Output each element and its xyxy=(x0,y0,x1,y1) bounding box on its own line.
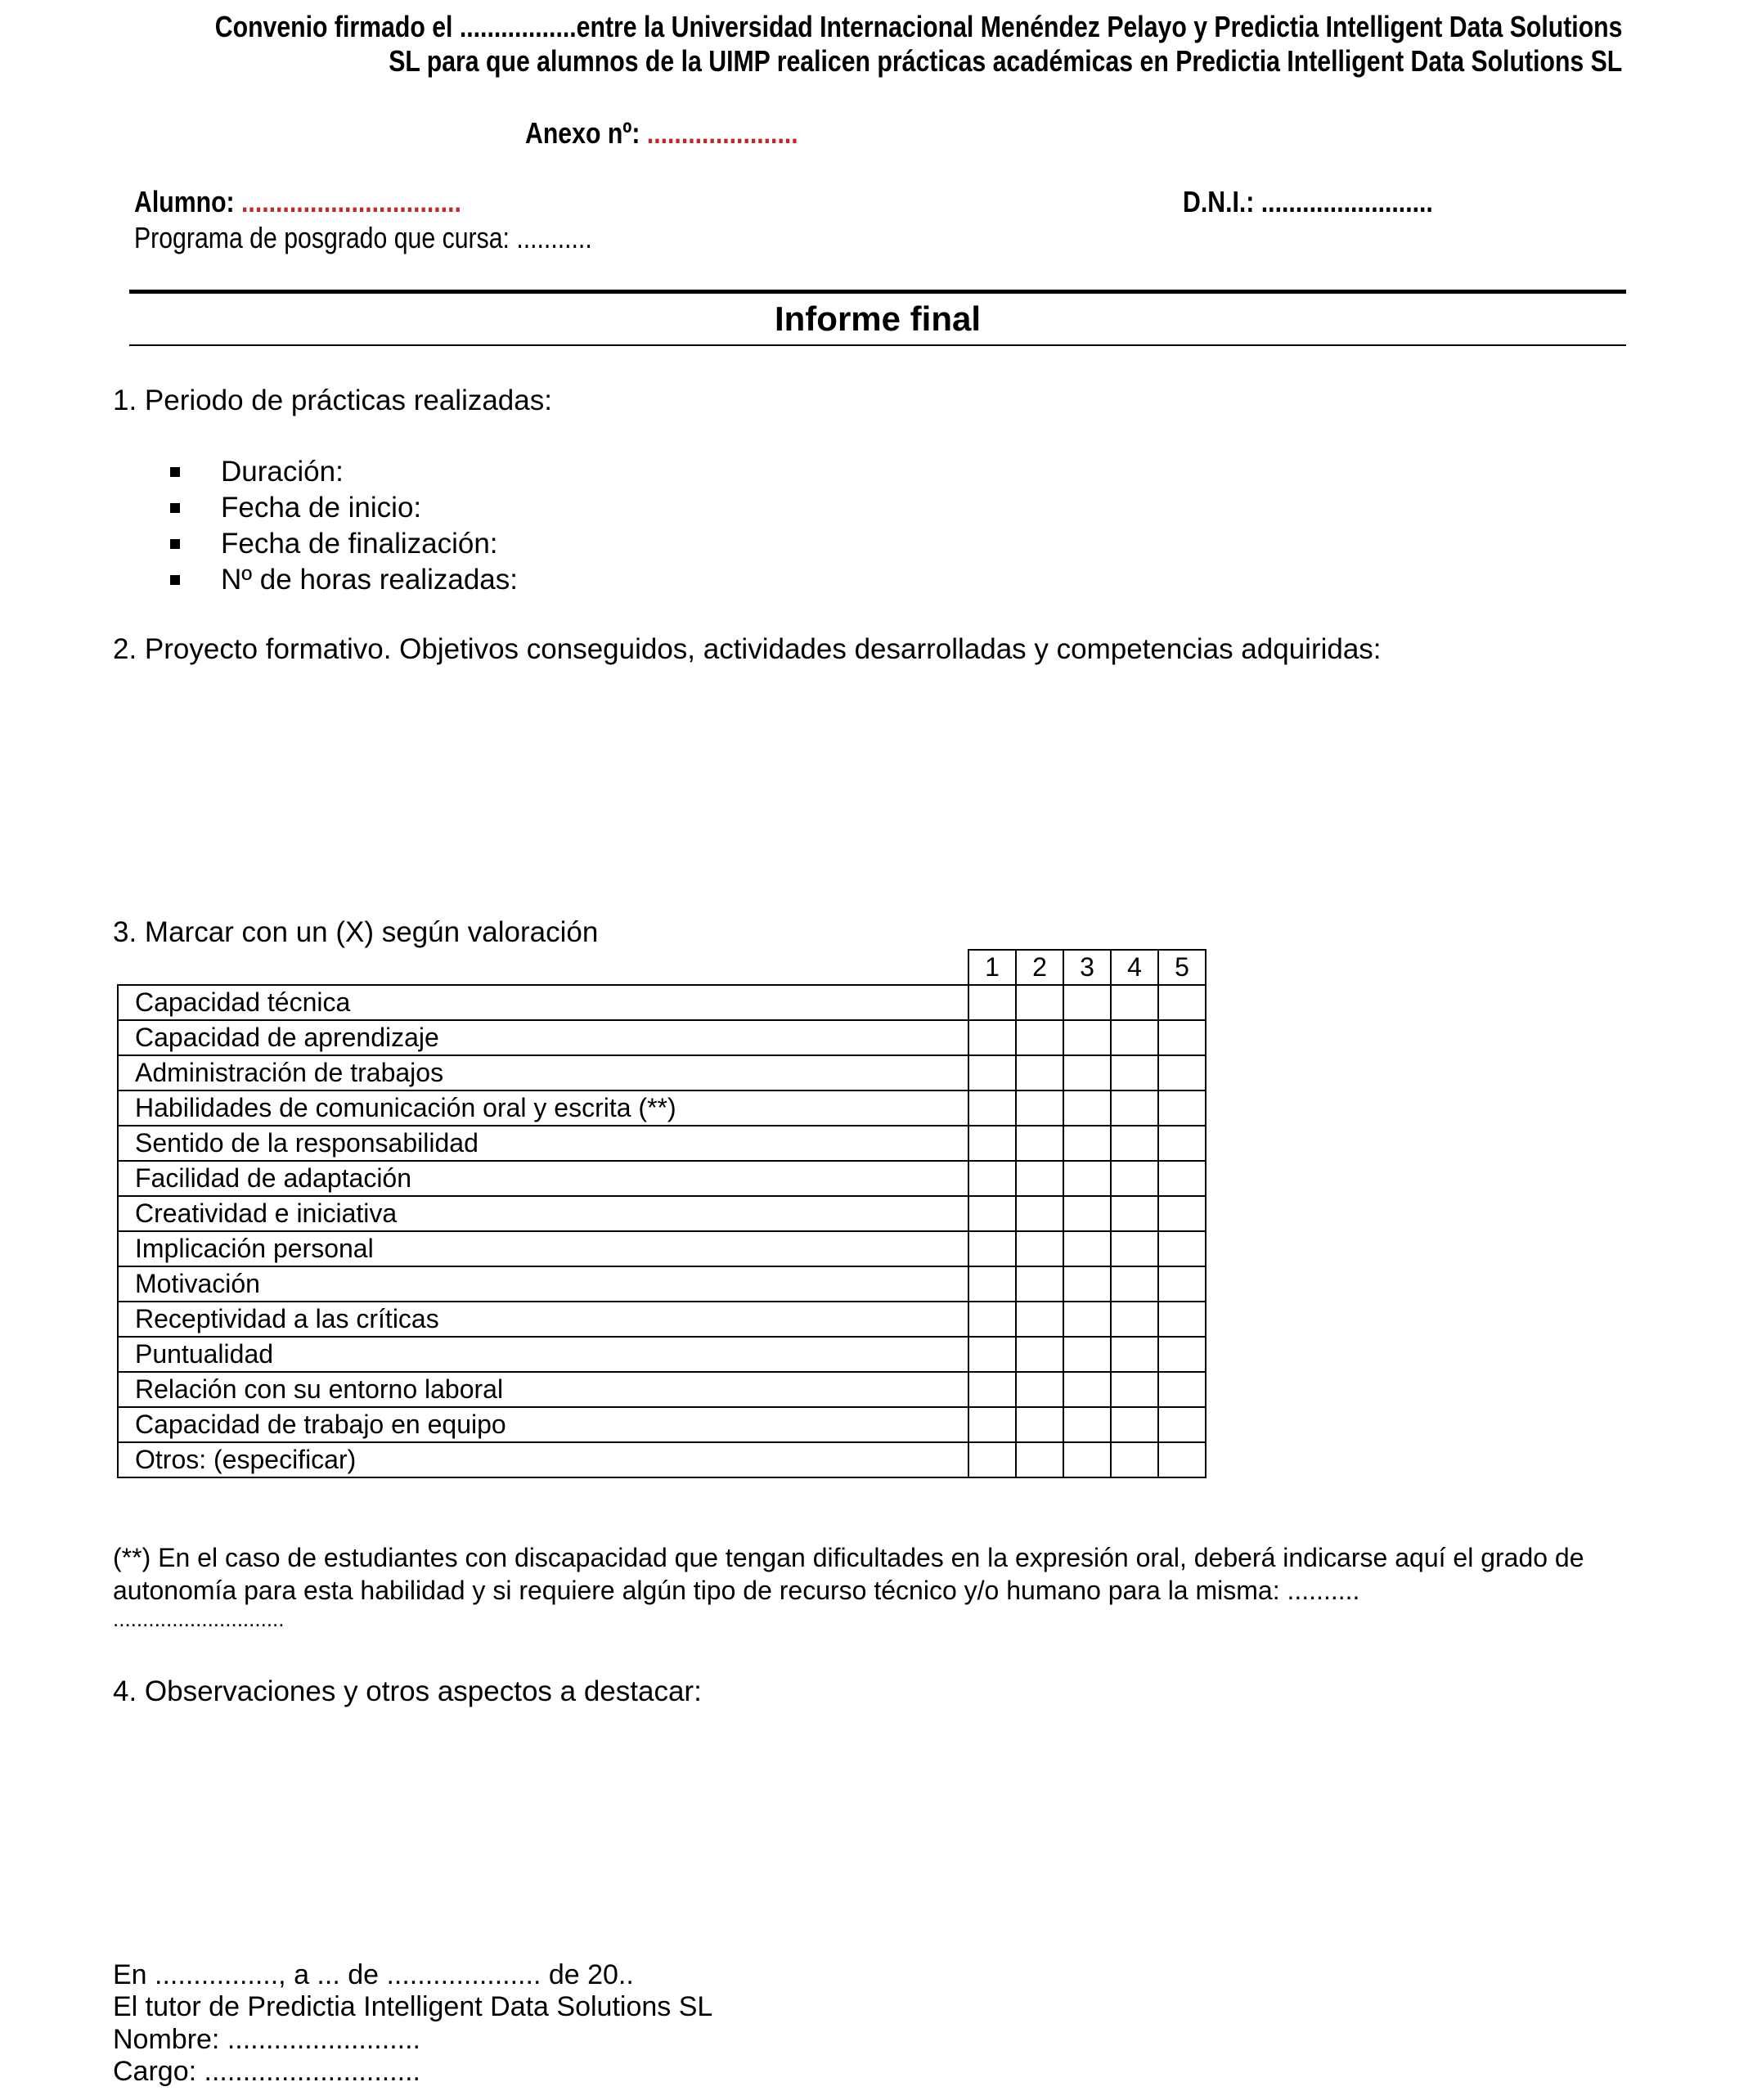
period-item-label: Nº de horas realizadas: xyxy=(221,564,518,596)
tutor-line: El tutor de Predictia Intelligent Data Solutions SL xyxy=(113,1991,713,2022)
table-row xyxy=(118,1090,1206,1126)
rating-checkbox-4[interactable] xyxy=(1111,1442,1158,1477)
rating-checkbox-1[interactable] xyxy=(968,1407,1016,1442)
rating-checkbox-3[interactable] xyxy=(1063,1055,1111,1090)
period-list xyxy=(170,454,518,598)
rating-checkbox-3[interactable] xyxy=(1063,1407,1111,1442)
rating-checkbox-4[interactable] xyxy=(1111,1055,1158,1090)
rating-checkbox-1[interactable] xyxy=(968,1020,1016,1055)
criterion-label: Creatividad e iniciativa xyxy=(118,1196,968,1231)
square-bullet-icon xyxy=(170,539,180,549)
rating-checkbox-5[interactable] xyxy=(1158,1020,1206,1055)
agreement-header-line-1: Convenio firmado el .................entre la Universidad Internacional Menéndez Pelayo y Predictia Intelligent Data Solutions xyxy=(214,10,1622,43)
agreement-header-line-2: SL para que alumnos de la UIMP realicen prácticas académicas en Predictia Intelligent Data Solutions SL xyxy=(388,44,1622,78)
rating-checkbox-2[interactable] xyxy=(1016,1126,1063,1161)
rating-checkbox-5[interactable] xyxy=(1158,1231,1206,1266)
rating-checkbox-3[interactable] xyxy=(1063,1266,1111,1302)
rating-checkbox-3[interactable] xyxy=(1063,1196,1111,1231)
criterion-label: Capacidad de trabajo en equipo xyxy=(118,1407,968,1442)
rating-checkbox-4[interactable] xyxy=(1111,1090,1158,1126)
rating-checkbox-3[interactable] xyxy=(1063,1442,1111,1477)
alumno-label: Alumno: xyxy=(134,185,235,218)
criterion-label: Administración de trabajos xyxy=(118,1055,968,1090)
list-item xyxy=(170,490,518,526)
rating-checkbox-2[interactable] xyxy=(1016,985,1063,1020)
rating-checkbox-5[interactable] xyxy=(1158,1302,1206,1337)
section-2-heading: 2. Proyecto formativo. Objetivos conseguidos, actividades desarrolladas y competencias adquiridas: xyxy=(113,633,1382,665)
rating-checkbox-5[interactable] xyxy=(1158,1407,1206,1442)
rating-checkbox-3[interactable] xyxy=(1063,1337,1111,1372)
dni-value[interactable]: ......................... xyxy=(1260,185,1433,218)
rating-scale-header xyxy=(118,950,1206,985)
rating-checkbox-5[interactable] xyxy=(1158,985,1206,1020)
rating-checkbox-1[interactable] xyxy=(968,1302,1016,1337)
scale-5: 5 xyxy=(1158,950,1206,985)
rating-checkbox-2[interactable] xyxy=(1016,1055,1063,1090)
rating-checkbox-1[interactable] xyxy=(968,1231,1016,1266)
rating-checkbox-5[interactable] xyxy=(1158,1337,1206,1372)
rating-checkbox-2[interactable] xyxy=(1016,1266,1063,1302)
rating-checkbox-2[interactable] xyxy=(1016,1442,1063,1477)
table-row xyxy=(118,1266,1206,1302)
rating-checkbox-4[interactable] xyxy=(1111,1372,1158,1407)
rating-checkbox-4[interactable] xyxy=(1111,1266,1158,1302)
header-spacer xyxy=(118,950,968,985)
section-1-heading: 1. Periodo de prácticas realizadas: xyxy=(113,384,552,416)
criterion-label: Habilidades de comunicación oral y escrita (**) xyxy=(118,1090,968,1126)
rating-checkbox-1[interactable] xyxy=(968,1161,1016,1196)
rating-checkbox-2[interactable] xyxy=(1016,1161,1063,1196)
alumno-field xyxy=(134,185,461,219)
scale-4: 4 xyxy=(1111,950,1158,985)
list-item xyxy=(170,562,518,598)
rating-checkbox-3[interactable] xyxy=(1063,1231,1111,1266)
list-item xyxy=(170,526,518,562)
rating-checkbox-5[interactable] xyxy=(1158,1372,1206,1407)
table-row xyxy=(118,1020,1206,1055)
table-row xyxy=(118,1055,1206,1090)
rating-checkbox-3[interactable] xyxy=(1063,1372,1111,1407)
rating-checkbox-3[interactable] xyxy=(1063,1302,1111,1337)
square-bullet-icon xyxy=(170,467,180,477)
rating-checkbox-5[interactable] xyxy=(1158,1442,1206,1477)
criterion-label: Implicación personal xyxy=(118,1231,968,1266)
rating-checkbox-1[interactable] xyxy=(968,1442,1016,1477)
disability-note: (**) En el caso de estudiantes con discapacidad que tengan dificultades en la expresión oral, deberá indicarse aquí el grado de autonomía para esta habilidad y si requiere algún tipo de recurso técnico y/o humano para la misma: .......... xyxy=(113,1543,1584,1605)
title-bottom-rule xyxy=(129,344,1626,346)
rating-checkbox-4[interactable] xyxy=(1111,1302,1158,1337)
rating-checkbox-2[interactable] xyxy=(1016,1337,1063,1372)
rating-checkbox-2[interactable] xyxy=(1016,1231,1063,1266)
criterion-label: Receptividad a las críticas xyxy=(118,1302,968,1337)
anexo-label: Anexo nº: xyxy=(525,116,640,150)
dni-field xyxy=(1183,185,1433,219)
rating-checkbox-1[interactable] xyxy=(968,1372,1016,1407)
rating-checkbox-5[interactable] xyxy=(1158,1196,1206,1231)
anexo-value[interactable]: ...................... xyxy=(646,116,798,150)
square-bullet-icon xyxy=(170,575,180,585)
rating-checkbox-4[interactable] xyxy=(1111,1407,1158,1442)
rating-checkbox-2[interactable] xyxy=(1016,1302,1063,1337)
table-row xyxy=(118,985,1206,1020)
criterion-label: Facilidad de adaptación xyxy=(118,1161,968,1196)
rating-checkbox-3[interactable] xyxy=(1063,1161,1111,1196)
criterion-label: Relación con su entorno laboral xyxy=(118,1372,968,1407)
nombre-line[interactable]: Nombre: ......................... xyxy=(113,2024,420,2055)
scale-2: 2 xyxy=(1016,950,1063,985)
rating-table xyxy=(117,949,1207,1478)
criterion-label: Sentido de la responsabilidad xyxy=(118,1126,968,1161)
rating-checkbox-2[interactable] xyxy=(1016,1196,1063,1231)
cargo-line[interactable]: Cargo: ............................ xyxy=(113,2056,420,2087)
rating-checkbox-4[interactable] xyxy=(1111,1020,1158,1055)
scale-1: 1 xyxy=(968,950,1016,985)
table-row xyxy=(118,1231,1206,1266)
place-date-line[interactable]: En ................, a ... de .................... de 20.. xyxy=(113,1959,634,1990)
rating-checkbox-4[interactable] xyxy=(1111,1337,1158,1372)
period-item-label: Duración: xyxy=(221,456,344,488)
rating-checkbox-5[interactable] xyxy=(1158,1266,1206,1302)
table-row xyxy=(118,1372,1206,1407)
title-top-rule xyxy=(129,290,1626,294)
dni-label: D.N.I.: xyxy=(1183,185,1255,218)
rating-checkbox-4[interactable] xyxy=(1111,1126,1158,1161)
alumno-value[interactable]: ................................ xyxy=(241,185,461,218)
criterion-label: Puntualidad xyxy=(118,1337,968,1372)
rating-checkbox-4[interactable] xyxy=(1111,1231,1158,1266)
square-bullet-icon xyxy=(170,503,180,513)
rating-checkbox-4[interactable] xyxy=(1111,985,1158,1020)
table-row xyxy=(118,1161,1206,1196)
rating-checkbox-1[interactable] xyxy=(968,1196,1016,1231)
rating-checkbox-5[interactable] xyxy=(1158,1126,1206,1161)
anexo-field xyxy=(525,116,798,151)
table-row xyxy=(118,1302,1206,1337)
rating-checkbox-1[interactable] xyxy=(968,985,1016,1020)
period-item-label: Fecha de inicio: xyxy=(221,492,422,524)
rating-body xyxy=(118,985,1206,1477)
criterion-label: Capacidad técnica xyxy=(118,985,968,1020)
period-item-label: Fecha de finalización: xyxy=(221,528,498,560)
rating-checkbox-3[interactable] xyxy=(1063,1126,1111,1161)
criterion-label: Otros: (especificar) xyxy=(118,1442,968,1477)
rating-checkbox-1[interactable] xyxy=(968,1126,1016,1161)
table-row xyxy=(118,1337,1206,1372)
rating-checkbox-2[interactable] xyxy=(1016,1372,1063,1407)
table-row xyxy=(118,1442,1206,1477)
rating-checkbox-2[interactable] xyxy=(1016,1090,1063,1126)
table-row xyxy=(118,1407,1206,1442)
rating-checkbox-1[interactable] xyxy=(968,1337,1016,1372)
rating-checkbox-4[interactable] xyxy=(1111,1161,1158,1196)
rating-checkbox-1[interactable] xyxy=(968,1266,1016,1302)
scale-3: 3 xyxy=(1063,950,1111,985)
page-title: Informe final xyxy=(774,299,982,338)
criterion-label: Motivación xyxy=(118,1266,968,1302)
disability-note-continuation[interactable]: ............................. xyxy=(113,1607,285,1631)
section-3-heading: 3. Marcar con un (X) según valoración xyxy=(113,916,599,948)
rating-checkbox-1[interactable] xyxy=(968,1055,1016,1090)
rating-checkbox-2[interactable] xyxy=(1016,1020,1063,1055)
rating-checkbox-3[interactable] xyxy=(1063,1020,1111,1055)
rating-checkbox-5[interactable] xyxy=(1158,1055,1206,1090)
rating-checkbox-3[interactable] xyxy=(1063,985,1111,1020)
rating-checkbox-4[interactable] xyxy=(1111,1196,1158,1231)
rating-checkbox-5[interactable] xyxy=(1158,1161,1206,1196)
rating-checkbox-1[interactable] xyxy=(968,1090,1016,1126)
programa-field: Programa de posgrado que cursa: ........... xyxy=(134,221,592,254)
rating-checkbox-3[interactable] xyxy=(1063,1090,1111,1126)
section-4-heading: 4. Observaciones y otros aspectos a destacar: xyxy=(113,1675,702,1707)
list-item xyxy=(170,454,518,490)
rating-checkbox-5[interactable] xyxy=(1158,1090,1206,1126)
rating-checkbox-2[interactable] xyxy=(1016,1407,1063,1442)
table-row xyxy=(118,1196,1206,1231)
criterion-label: Capacidad de aprendizaje xyxy=(118,1020,968,1055)
table-row xyxy=(118,1126,1206,1161)
